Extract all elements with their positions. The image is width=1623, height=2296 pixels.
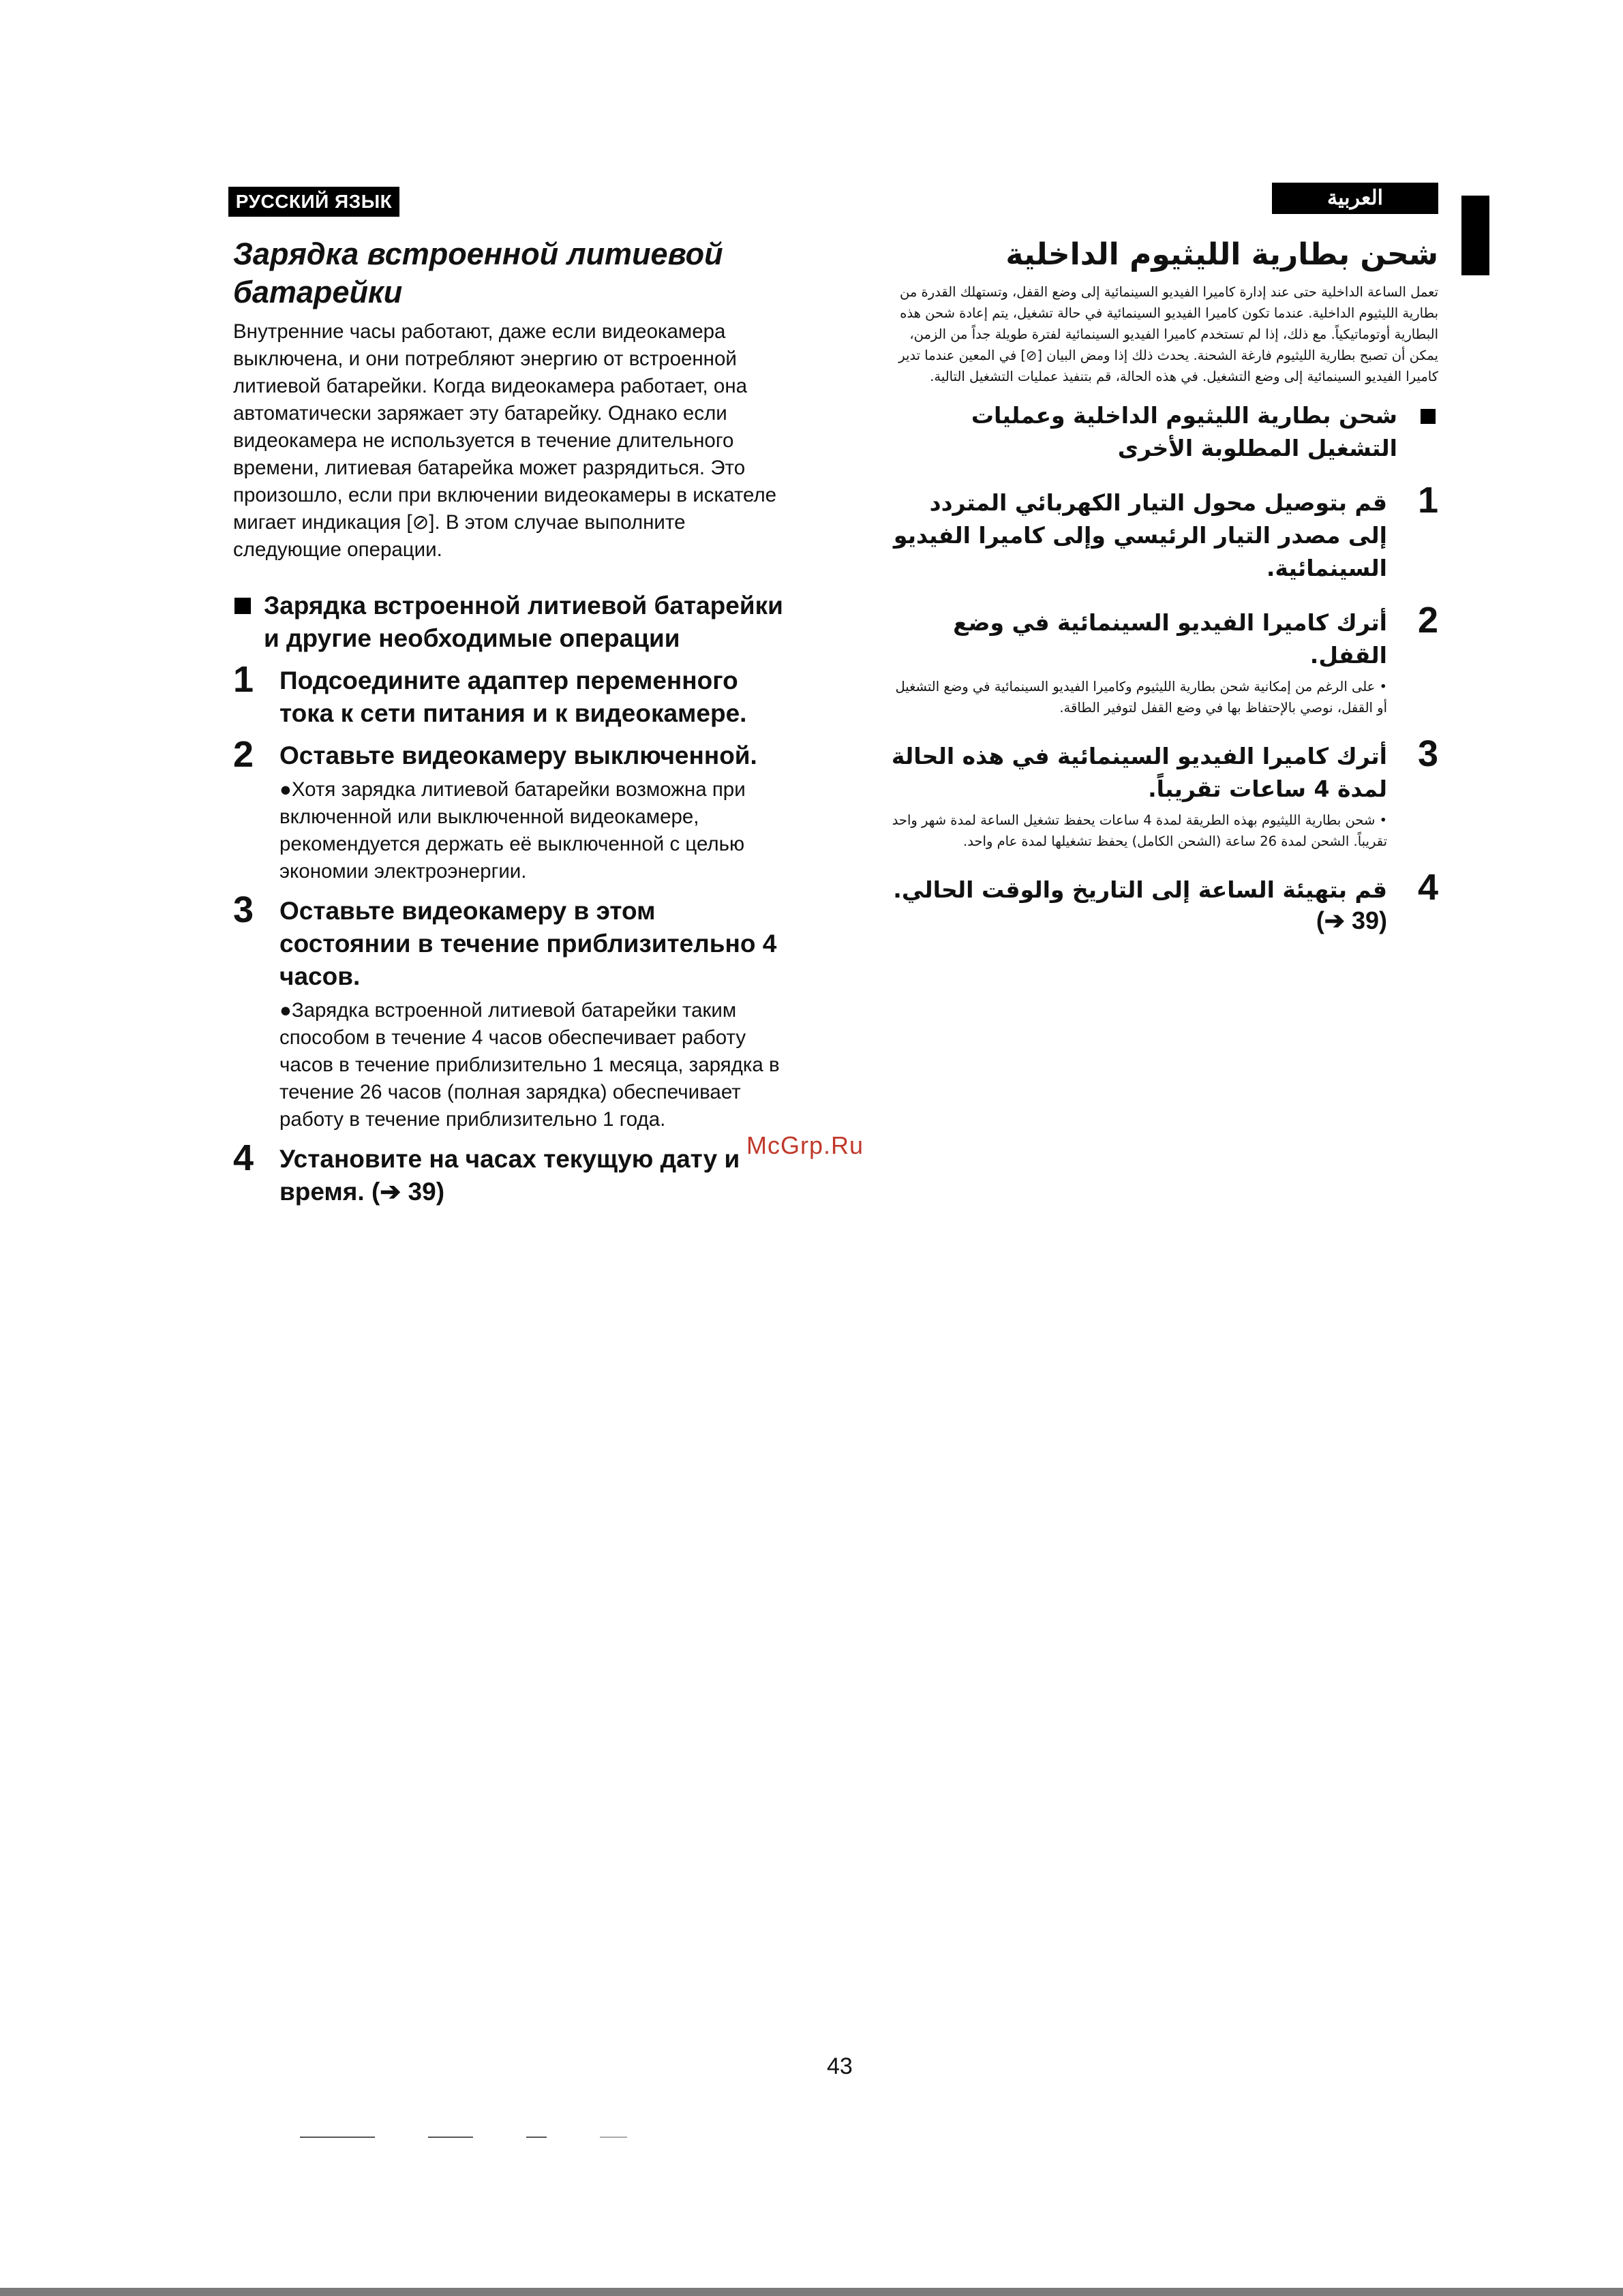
russian-subheading-text: Зарядка встроенной литиевой батарейки и другие необходимые операции xyxy=(264,592,783,652)
footer-mark xyxy=(300,2137,375,2138)
arabic-intro: تعمل الساعة الداخلية حتى عند إدارة كاميرا الفيديو السينمائية إلى وضع القفل، وتستهلك القدرة من بطارية الليثيوم الداخلية. عندما تكون كاميرا الفيديو السينمائية في حالة تشغيل، يتم إعادة شحن هذه البطارية أوتوماتيكياً. مع ذلك، إذا لم تستخدم كاميرا الفيديو السينمائية لفترة طويلة جداً من الزمن، يمكن أن تصبح بطارية الليثيوم فارغة الشحنة. يحدث ذلك إذا ومض البيان [⊘] في المعين عندما تدير كاميرا الفيديو السينمائية إلى وضع التشغيل. في هذه الحالة، قم بتنفيذ عمليات التشغيل التالية. xyxy=(898,284,1438,384)
step-number: 3 xyxy=(233,889,254,930)
step-instruction: Оставьте видеокамеру выключенной. xyxy=(279,741,757,769)
arabic-title: شحن بطارية الليثيوم الداخلية xyxy=(1005,237,1438,272)
step-instruction: Подсоедините адаптер переменного тока к сети питания и к видеокамере. xyxy=(279,667,747,727)
arabic-subheading xyxy=(886,399,1438,465)
russian-step-4 xyxy=(233,1137,792,1208)
step-note: ●Зарядка встроенной литиевой батарейки таким способом в течение 4 часов обеспечивает работу часов в течение приблизительно 1 месяца, зарядка в течение 26 часов (полная зарядка) обеспечивает работу в течение приблизительно 1 года. xyxy=(279,999,780,1131)
step-number: 3 xyxy=(1417,733,1438,774)
step-instruction: أترك كاميرا الفيديو السينمائية في وضع القفل. xyxy=(953,609,1387,669)
page-reference: (➔ 39) xyxy=(1316,906,1387,934)
russian-language-tag: РУССКИЙ ЯЗЫК xyxy=(228,187,399,217)
step-note: • على الرغم من إمكانية شحن بطارية الليثيوم وكاميرا الفيديو السينمائية في وضع التشغيل أو القفل، نوصي بالإحتفاظ بها في وضع القفل لتوفير الطاقة. xyxy=(895,679,1387,716)
russian-title: Зарядка встроенной литиевой батарейки xyxy=(233,236,723,309)
footer-mark xyxy=(526,2137,547,2138)
arabic-language-tag: العربية xyxy=(1272,183,1438,214)
scan-edge xyxy=(0,2288,1623,2296)
arabic-step-3 xyxy=(886,733,1438,852)
arabic-step-1 xyxy=(886,480,1438,585)
page-number: 43 xyxy=(827,2053,853,2079)
russian-step-2 xyxy=(233,734,792,885)
step-instruction: أترك كاميرا الفيديو السينمائية في هذه الحالة لمدة 4 ساعات تقريباً. xyxy=(891,743,1387,802)
step-note: • شحن بطارية الليثيوم بهذه الطريقة لمدة 4 ساعات يحفظ تشغيل الساعة لمدة شهر واحد تقريباً. الشحن لمدة 26 ساعة (الشحن الكامل) يحفظ تشغيلها لمدة عام واحد. xyxy=(892,812,1387,849)
step-instruction: قم بتهيئة الساعة إلى التاريخ والوقت الحالي. xyxy=(893,876,1387,903)
russian-subheading xyxy=(233,590,792,655)
russian-step-1 xyxy=(233,659,792,730)
step-number: 1 xyxy=(1417,480,1438,521)
arabic-step-2 xyxy=(886,600,1438,718)
step-note: ●Хотя зарядка литиевой батарейки возможна при включенной или выключенной видеокамере, рекомендуется держать её выключенной с целью экономии электроэнергии. xyxy=(279,778,746,883)
arabic-subheading-text: شحن بطارية الليثيوم الداخلية وعمليات التشغيل المطلوبة الأخرى xyxy=(971,402,1397,461)
step-number: 4 xyxy=(1417,867,1438,908)
section-edge-marker xyxy=(1461,196,1489,275)
footer-mark xyxy=(428,2137,473,2138)
russian-column xyxy=(233,235,792,1208)
russian-intro: Внутренние часы работают, даже если видеокамера выключена, и они потребляют энергию от встроенной литиевой батарейки. Когда видеокамера работает, она автоматически заряжает эту батарейку. Однако если видеокамера не используется в течение длительного времени, литиевая батарейка может разрядиться. Это произошло, если при включении видеокамеры в искателе мигает индикация [⊘]. В этом случае выполните следующие операции. xyxy=(233,320,777,561)
step-instruction: Установите на часах текущую дату и время. (➔ 39) xyxy=(279,1145,740,1206)
footer-mark xyxy=(600,2137,627,2138)
arabic-step-4 xyxy=(886,867,1438,935)
step-number: 4 xyxy=(233,1137,254,1178)
arabic-column xyxy=(886,235,1438,935)
step-number: 2 xyxy=(1417,600,1438,641)
watermark: McGrp.Ru xyxy=(746,1131,864,1159)
step-instruction: Оставьте видеокамеру в этом состоянии в течение приблизительно 4 часов. xyxy=(279,897,777,990)
russian-step-3 xyxy=(233,889,792,1133)
step-number: 1 xyxy=(233,659,254,700)
square-bullet-icon xyxy=(234,598,251,614)
step-instruction: قم بتوصيل محول التيار الكهربائي المتردد إلى مصدر التيار الرئيسي وإلى كاميرا الفيديو السينمائية. xyxy=(893,489,1387,581)
square-bullet-icon xyxy=(1421,409,1436,424)
step-number: 2 xyxy=(233,734,254,775)
